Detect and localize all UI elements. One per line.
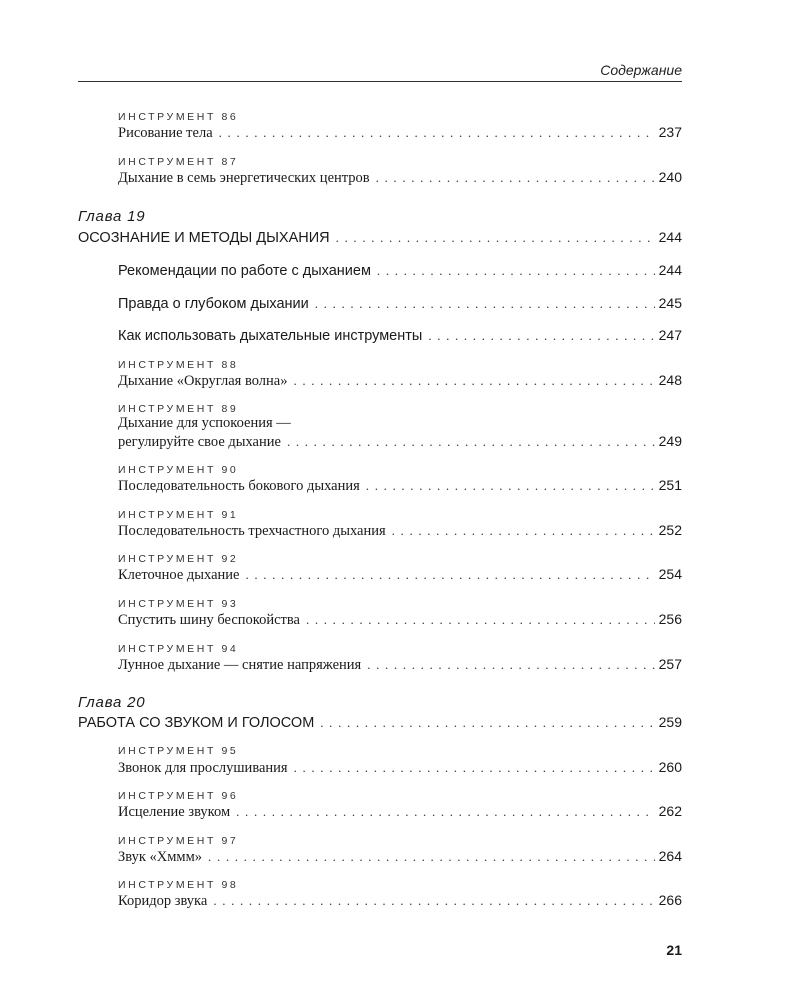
tool-96-label: ИНСТРУМЕНТ 96 <box>118 790 239 802</box>
tool-93-label: ИНСТРУМЕНТ 93 <box>118 598 239 610</box>
toc-entry-title: Клеточное дыхание <box>118 567 240 583</box>
dot-leader <box>320 715 654 731</box>
toc-entry-page: 252 <box>658 522 682 538</box>
toc-entry-page: 249 <box>658 433 682 449</box>
toc-entry-chapter-20[interactable] <box>78 714 682 734</box>
running-header-title: Содержание <box>600 62 682 78</box>
tool-88-label: ИНСТРУМЕНТ 88 <box>118 359 239 371</box>
page-number: 21 <box>666 942 682 958</box>
toc-entry-section-breathing-recommendations[interactable] <box>118 262 682 282</box>
toc-entry-chapter-19[interactable] <box>78 229 682 249</box>
dot-leader <box>392 523 655 539</box>
toc-entry-page: 262 <box>658 803 682 819</box>
toc-entry-page: 266 <box>658 892 682 908</box>
tool-92-label: ИНСТРУМЕНТ 92 <box>118 553 239 565</box>
tool-89-label: ИНСТРУМЕНТ 89 <box>118 403 239 415</box>
toc-entry-tool-86[interactable] <box>118 124 682 144</box>
toc-entry-tool-94[interactable] <box>118 656 682 676</box>
dot-leader <box>428 328 654 344</box>
toc-entry-page: 256 <box>658 611 682 627</box>
dot-leader <box>245 567 654 583</box>
tool-97-label: ИНСТРУМЕНТ 97 <box>118 835 239 847</box>
header-rule <box>78 81 682 82</box>
toc-entry-page: 244 <box>658 262 682 278</box>
toc-entry-title: Лунное дыхание — снятие напряжения <box>118 657 362 673</box>
toc-entry-tool-98[interactable] <box>118 892 682 912</box>
tool-86-label: ИНСТРУМЕНТ 86 <box>118 111 239 123</box>
toc-entry-tool-88[interactable] <box>118 372 682 392</box>
toc-entry-tool-89[interactable] <box>118 433 682 453</box>
dot-leader <box>213 893 654 909</box>
dot-leader <box>366 478 655 494</box>
tool-91-label: ИНСТРУМЕНТ 91 <box>118 509 239 521</box>
tool-95-label: ИНСТРУМЕНТ 95 <box>118 745 239 757</box>
dot-leader <box>315 296 655 312</box>
toc-entry-page: 259 <box>658 714 682 730</box>
chapter-title: ОСОЗНАНИЕ И МЕТОДЫ ДЫХАНИЯ <box>78 230 330 246</box>
toc-entry-tool-90[interactable] <box>118 477 682 497</box>
tool-94-label: ИНСТРУМЕНТ 94 <box>118 643 239 655</box>
section-title: Как использовать дыхательные инструменты <box>118 328 423 344</box>
toc-entry-tool-93[interactable] <box>118 611 682 631</box>
toc-entry-page: 240 <box>658 169 682 185</box>
dot-leader <box>293 373 654 389</box>
dot-leader <box>236 804 654 820</box>
toc-entry-page: 254 <box>658 566 682 582</box>
toc-entry-tool-95[interactable] <box>118 759 682 779</box>
toc-entry-title-line2: регулируйте свое дыхание <box>118 434 281 450</box>
dot-leader <box>208 849 655 865</box>
dot-leader <box>294 760 655 776</box>
dot-leader <box>376 170 655 186</box>
toc-entry-title: Дыхание в семь энергетических центров <box>118 170 370 186</box>
chapter-title: РАБОТА СО ЗВУКОМ И ГОЛОСОМ <box>78 715 315 731</box>
toc-entry-title-line1: Дыхание для успокоения — <box>118 415 291 431</box>
dot-leader <box>306 612 655 628</box>
toc-entry-title: Спустить шину беспокойства <box>118 612 300 628</box>
toc-entry-tool-97[interactable] <box>118 848 682 868</box>
toc-entry-tool-91[interactable] <box>118 522 682 542</box>
toc-entry-page: 251 <box>658 477 682 493</box>
toc-entry-tool-92[interactable] <box>118 566 682 586</box>
tool-90-label: ИНСТРУМЕНТ 90 <box>118 464 239 476</box>
toc-entry-title: Последовательность трехчастного дыхания <box>118 523 386 539</box>
tool-98-label: ИНСТРУМЕНТ 98 <box>118 879 239 891</box>
section-title: Правда о глубоком дыхании <box>118 296 309 312</box>
toc-entry-section-deep-breathing-truth[interactable] <box>118 295 682 315</box>
toc-entry-page: 248 <box>658 372 682 388</box>
section-title: Рекомендации по работе с дыханием <box>118 263 371 279</box>
toc-entry-page: 247 <box>658 327 682 343</box>
toc-entry-page: 264 <box>658 848 682 864</box>
toc-entry-section-using-breathing-tools[interactable] <box>118 327 682 347</box>
dot-leader <box>377 263 655 279</box>
toc-entry-title: Дыхание «Округлая волна» <box>118 373 288 389</box>
toc-entry-title: Рисование тела <box>118 125 213 141</box>
chapter-20-label: Глава 20 <box>78 694 146 711</box>
toc-entry-title: Коридор звука <box>118 893 208 909</box>
tool-87-label: ИНСТРУМЕНТ 87 <box>118 156 239 168</box>
toc-entry-title: Последовательность бокового дыхания <box>118 478 360 494</box>
dot-leader <box>219 125 655 141</box>
dot-leader <box>336 230 655 246</box>
chapter-19-label: Глава 19 <box>78 208 146 225</box>
toc-entry-title: Звонок для прослушивания <box>118 760 288 776</box>
dot-leader <box>367 657 654 673</box>
toc-entry-tool-87[interactable] <box>118 169 682 189</box>
toc-entry-title: Исцеление звуком <box>118 804 231 820</box>
toc-entry-tool-96[interactable] <box>118 803 682 823</box>
dot-leader <box>287 434 655 450</box>
toc-entry-page: 237 <box>658 124 682 140</box>
toc-entry-page: 260 <box>658 759 682 775</box>
toc-entry-title: Звук «Хммм» <box>118 849 203 865</box>
toc-entry-page: 257 <box>658 656 682 672</box>
toc-entry-page: 244 <box>658 229 682 245</box>
toc-entry-page: 245 <box>658 295 682 311</box>
